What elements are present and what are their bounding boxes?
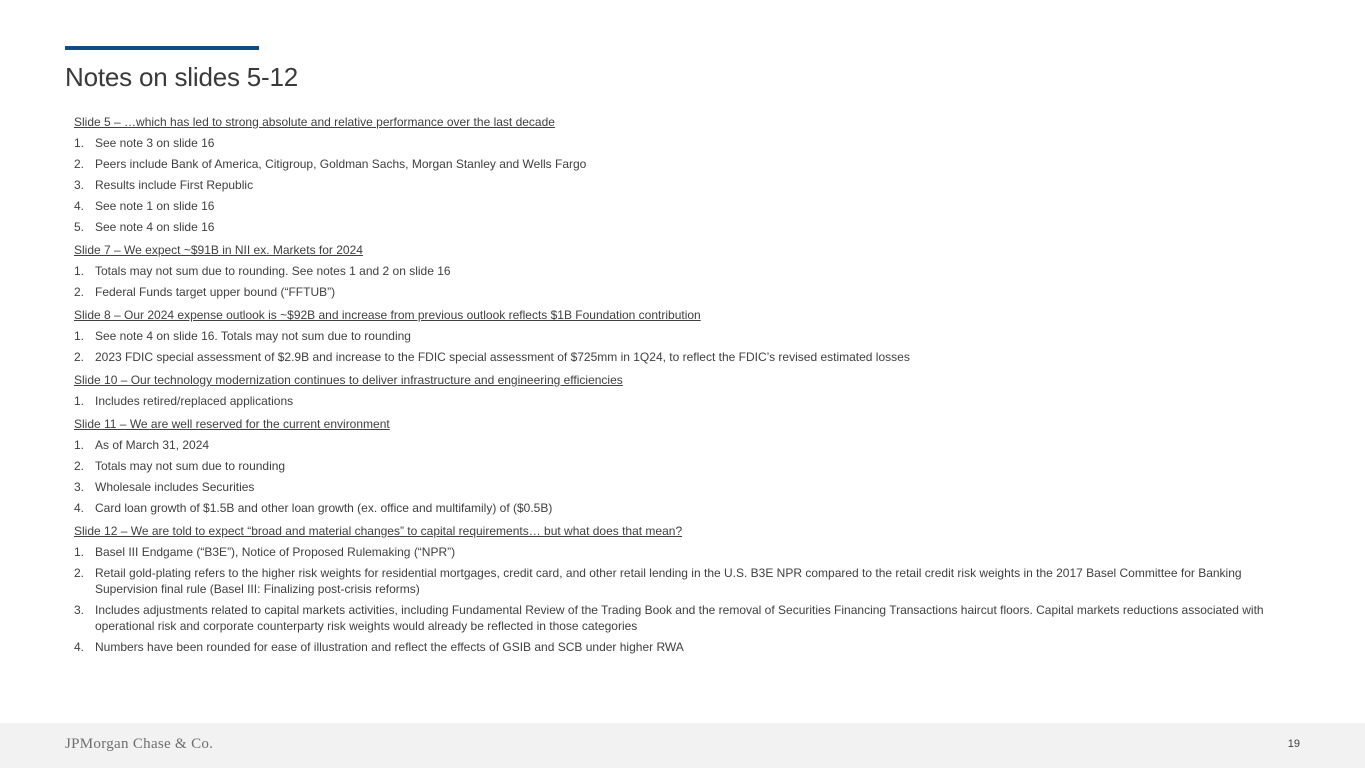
note-item [74,349,1299,365]
page-title: Notes on slides 5-12 [65,62,299,92]
notes-section [74,242,1299,300]
note-list [74,328,1299,365]
notes-section [74,416,1299,516]
note-text: See note 4 on slide 16 [95,220,215,234]
note-item [74,565,1299,597]
company-logo: JPMorgan Chase & Co. [65,736,214,752]
note-text: Includes adjustments related to capital markets activities, including Fundamental Review of the Trading Book and the removal of Securities Financing Transactions haircut floors. Capital markets reductions associated with operational risk and corporate counterparty risk weights would already be reflected in those categories [95,603,1264,633]
note-item [74,328,1299,344]
note-text: Peers include Bank of America, Citigroup, Goldman Sachs, Morgan Stanley and Wells Fargo [95,157,587,171]
note-item [74,437,1299,453]
note-text: As of March 31, 2024 [95,438,210,452]
title-accent-bar [65,46,259,50]
note-number: 2. [74,157,85,171]
note-number: 4. [74,501,85,515]
note-text: Wholesale includes Securities [95,480,255,494]
note-item [74,135,1299,151]
note-list [74,393,1299,409]
section-heading: Slide 10 – Our technology modernization continues to deliver infrastructure and engineering efficiencies [74,373,623,387]
notes-container [74,114,1299,662]
note-item [74,602,1299,634]
note-number: 2. [74,350,85,364]
note-item [74,544,1299,560]
note-number: 1. [74,329,85,343]
section-heading: Slide 11 – We are well reserved for the current environment [74,417,390,431]
note-text: 2023 FDIC special assessment of $2.9B and increase to the FDIC special assessment of $725mm in 1Q24, to reflect the FDIC’s revised estimated losses [95,350,910,364]
note-item [74,500,1299,516]
note-list [74,263,1299,300]
note-number: 2. [74,459,85,473]
section-heading: Slide 7 – We expect ~$91B in NII ex. Markets for 2024 [74,243,363,257]
note-number: 1. [74,136,85,150]
note-list [74,437,1299,516]
footer [0,723,1365,768]
notes-section [74,114,1299,235]
note-number: 1. [74,545,85,559]
note-item [74,393,1299,409]
note-number: 2. [74,566,85,580]
note-item [74,639,1299,655]
note-item [74,263,1299,279]
note-number: 3. [74,178,85,192]
note-item [74,479,1299,495]
note-item [74,177,1299,193]
note-number: 4. [74,640,85,654]
note-number: 4. [74,199,85,213]
note-item [74,284,1299,300]
note-number: 3. [74,603,85,617]
note-item [74,219,1299,235]
note-text: Totals may not sum due to rounding. See notes 1 and 2 on slide 16 [95,264,451,278]
note-text: See note 3 on slide 16 [95,136,215,150]
note-item [74,458,1299,474]
note-number: 1. [74,264,85,278]
note-text: Retail gold-plating refers to the higher risk weights for residential mortgages, credit card, and other retail lending in the U.S. B3E NPR compared to the retail credit risk weights in the 2017 Basel Committee for Banking Supervision final rule (Basel III: Finalizing post-crisis reforms) [95,566,1242,596]
note-text: Federal Funds target upper bound (“FFTUB”) [95,285,336,299]
notes-section [74,523,1299,655]
note-item [74,198,1299,214]
note-list [74,135,1299,235]
notes-section [74,372,1299,409]
note-item [74,156,1299,172]
notes-section [74,307,1299,365]
section-heading: Slide 12 – We are told to expect “broad and material changes” to capital requirements… but what does that mean? [74,524,683,538]
note-text: Results include First Republic [95,178,254,192]
note-text: See note 1 on slide 16 [95,199,215,213]
note-number: 1. [74,438,85,452]
note-text: Includes retired/replaced applications [95,394,294,408]
note-text: Totals may not sum due to rounding [95,459,286,473]
note-list [74,544,1299,655]
note-text: Numbers have been rounded for ease of illustration and reflect the effects of GSIB and SCB under higher RWA [95,640,684,654]
section-heading: Slide 8 – Our 2024 expense outlook is ~$92B and increase from previous outlook reflects $1B Foundation contribution [74,308,701,322]
note-text: Basel III Endgame (“B3E”), Notice of Proposed Rulemaking (“NPR”) [95,545,456,559]
page-number: 19 [1287,738,1300,750]
note-number: 3. [74,480,85,494]
note-number: 5. [74,220,85,234]
note-text: Card loan growth of $1.5B and other loan growth (ex. office and multifamily) of ($0.5B) [95,501,553,515]
note-number: 1. [74,394,85,408]
note-text: See note 4 on slide 16. Totals may not sum due to rounding [95,329,411,343]
section-heading: Slide 5 – …which has led to strong absolute and relative performance over the last decade [74,115,555,129]
note-number: 2. [74,285,85,299]
